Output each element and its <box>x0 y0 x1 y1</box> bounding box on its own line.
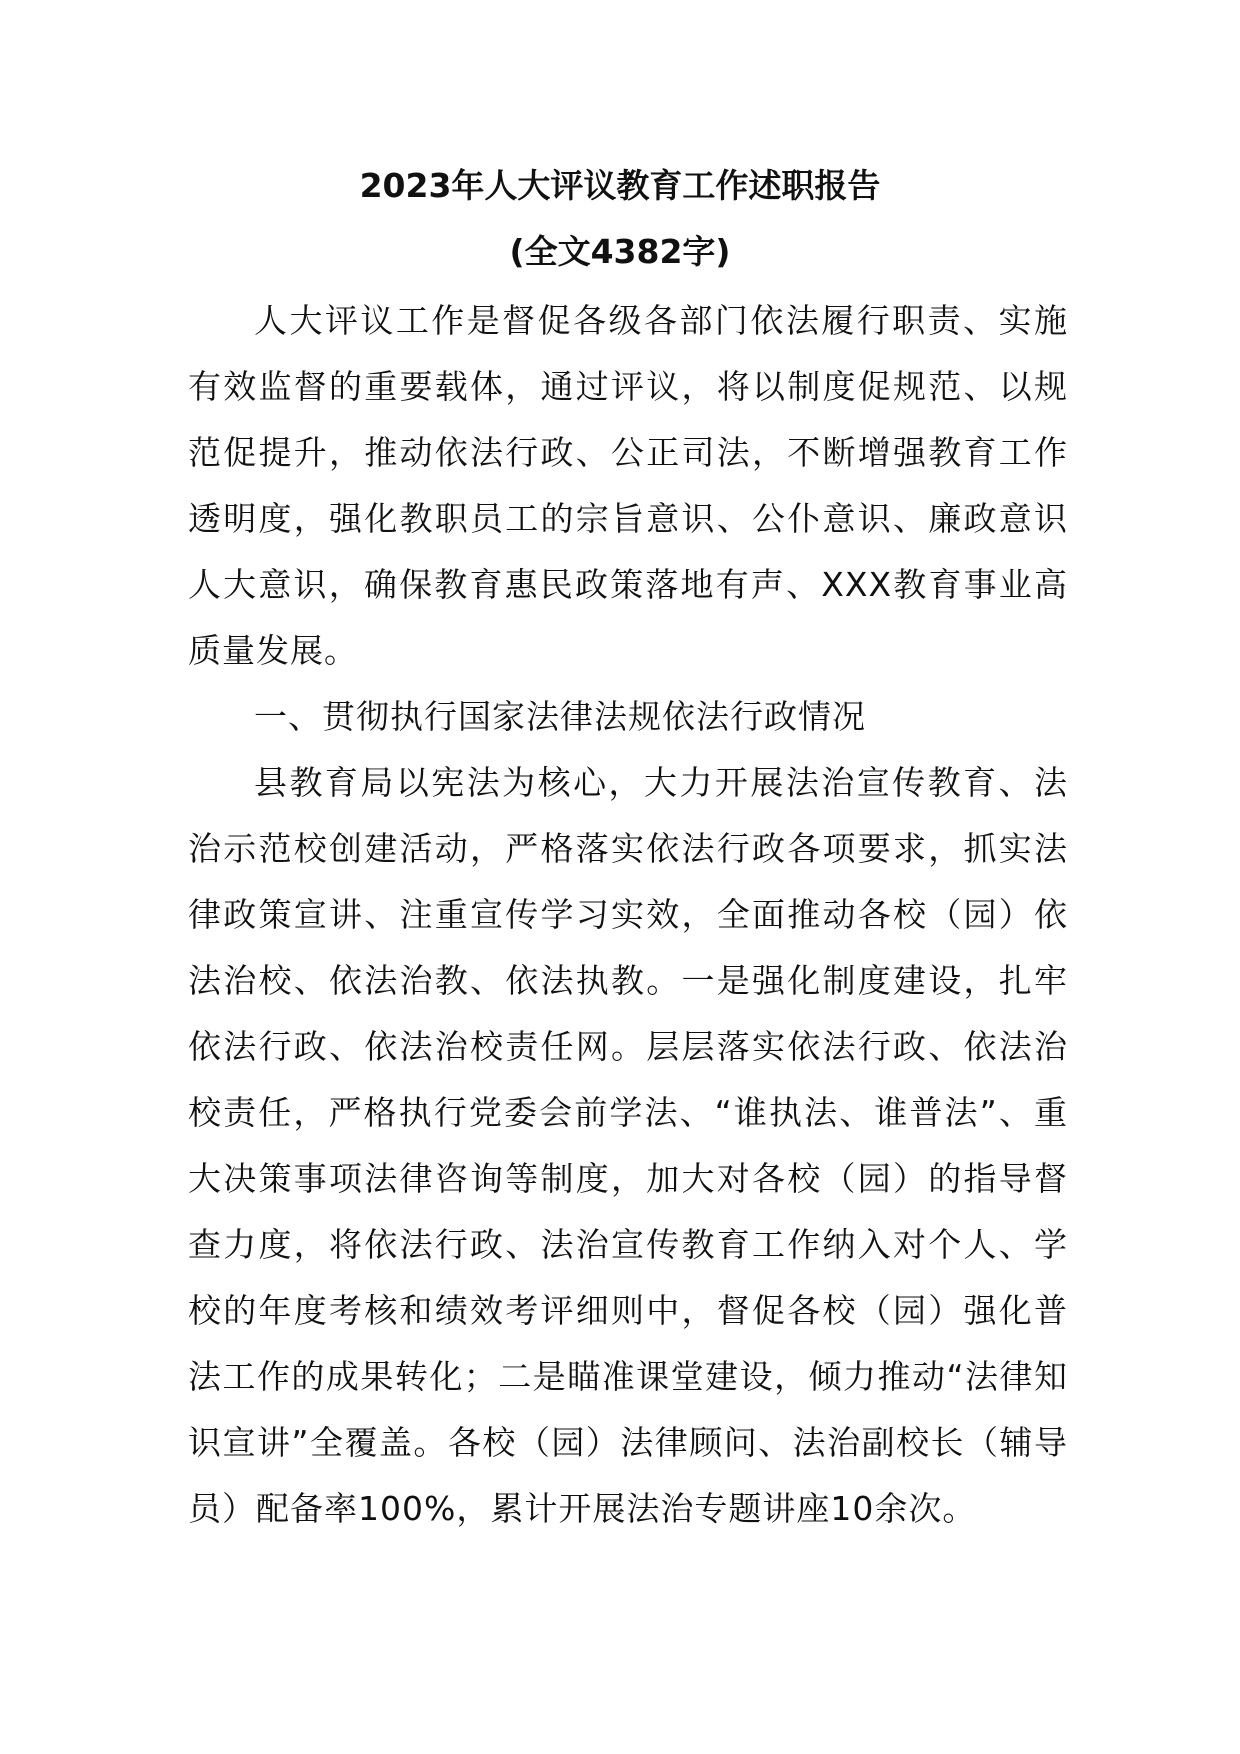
section-heading-1: 一、贯彻执行国家法律法规依法行政情况 <box>254 697 866 736</box>
document-title: 2023年人大评议教育工作述职报告 <box>359 166 881 205</box>
paragraph-section-1: 县教育局以宪法为核心，大力开展法治宣传教育、法治示范校创建活动，严格落实依法行政各项要求，抓实法律政策宣讲、注重宣传学习实效，全面推动各校（园）依法治校、依法治教、依法执教。一是强化制度建设，扎牢依法行政、依法治校责任网。层层落实依法行政、依法治校责任，严格执行党委会前学法、“谁执法、谁普法”、重大决策事项法律咨询等制度，加大对各校（园）的指导督查力度，将依法行政、法治宣传教育工作纳入对个人、学校的年度考核和绩效考评细则中，督促各校（园）强化普法工作的成果转化；二是瞄准课堂建设，倾力推动“法律知识宣讲”全覆盖。各校（园）法律顾问、法治副校长（辅导员）配备率100%，累计开展法治专题讲座10余次。 <box>188 763 1068 1528</box>
paragraph-intro: 人大评议工作是督促各级各部门依法履行职责、实施有效监督的重要载体，通过评议，将以制度促规范、以规范促提升，推动依法行政、公正司法，不断增强教育工作透明度，强化教职员工的宗旨意识、公仆意识、廉政意识人大意识，确保教育惠民政策落地有声、XXX教育事业高质量发展。 <box>188 301 1068 670</box>
document-subtitle: (全文4382字) <box>509 232 731 271</box>
document-body <box>188 288 1068 1542</box>
